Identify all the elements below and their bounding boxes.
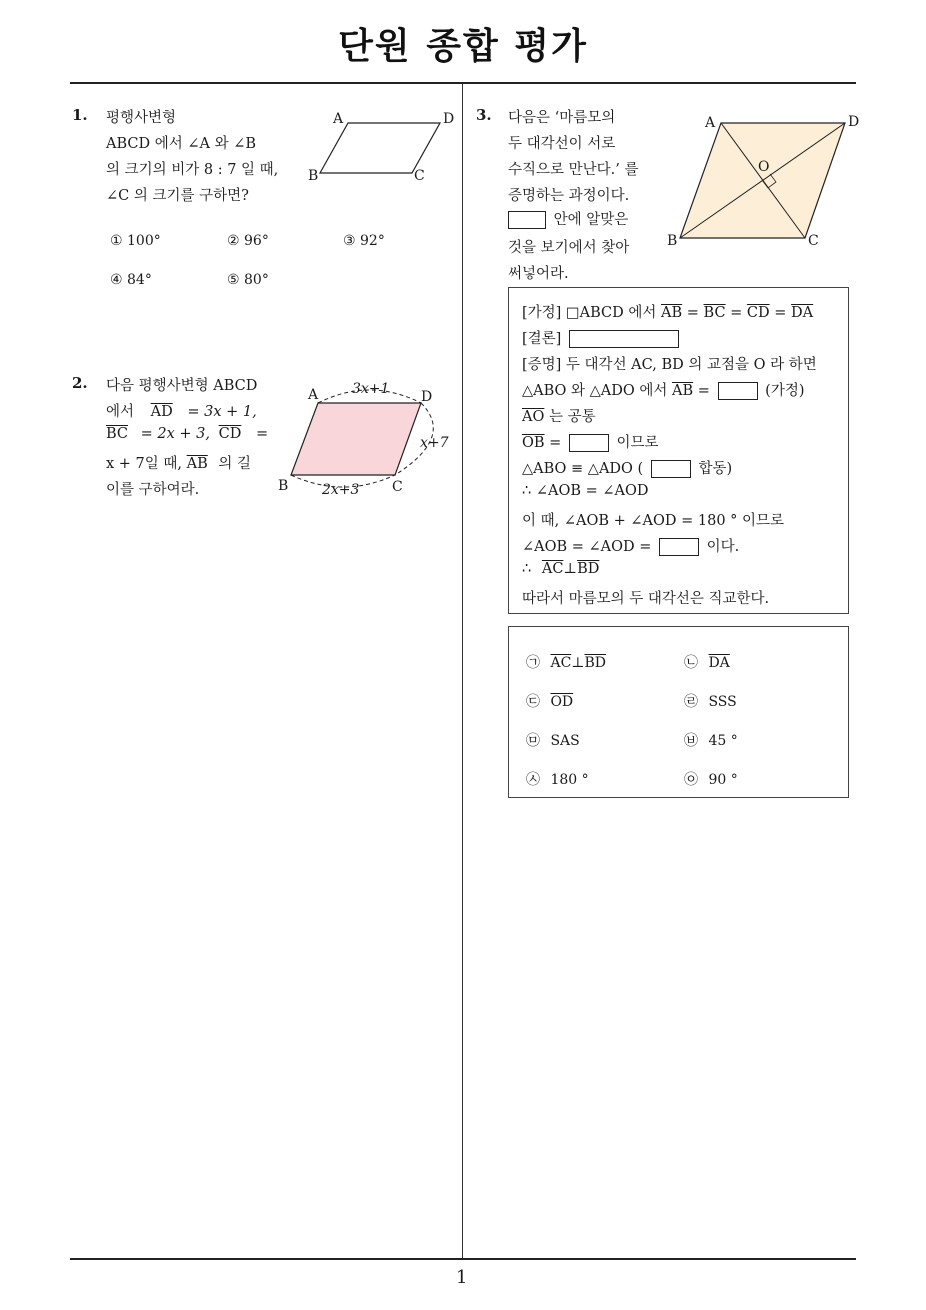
- q2-label-c: C: [392, 479, 403, 495]
- q2-line-5: 이를 구하여라.: [106, 482, 200, 498]
- q3-line-2: 두 대각선이 서로: [508, 136, 616, 152]
- q3-option-2-seg: $\overline{DA}$: [708, 655, 730, 671]
- q1-choice-2[interactable]: ② 96°: [227, 233, 269, 249]
- q2-line-4: [106, 452, 251, 473]
- q3-option-3-seg: $\overline{OD}$: [550, 694, 574, 710]
- q2-label-right: x+7: [420, 435, 449, 451]
- q3-proof-seg-ob: $\overline{OB}$: [522, 435, 545, 451]
- q1-line-1: 평행사변형: [106, 110, 177, 126]
- q2-number: 2.: [72, 374, 88, 392]
- q3-proof-blank-ab[interactable]: [718, 382, 758, 400]
- q2-label-a: A: [308, 387, 319, 403]
- q3-proof-line-1: [522, 301, 813, 322]
- q3-proof-l4-seg-ab: $\overline{AB}$: [672, 383, 694, 399]
- footer-divider: [70, 1258, 856, 1260]
- q3-proof-l2-pre: [결론]: [522, 331, 562, 347]
- q1-number: 1.: [72, 106, 88, 124]
- q3-proof-l4-pre: △ABO 와 △ADO 에서: [522, 383, 668, 399]
- q3-proof-line-3: [증명] 두 대각선 AC, BD 의 교점을 O 라 하면: [522, 357, 817, 373]
- q3-option-4[interactable]: [684, 691, 737, 711]
- q3-option-8-text: 90 °: [708, 772, 738, 788]
- q3-proof-eq-2: =: [730, 305, 743, 321]
- q3-proof-line-11: [522, 561, 599, 577]
- q3-line-4: 증명하는 과정이다.: [508, 188, 630, 204]
- q3-option-7-mark: ㉦: [526, 772, 540, 788]
- q3-proof-l10-pre: ∠AOB = ∠AOD =: [522, 539, 652, 555]
- q3-proof-line-6: [522, 431, 659, 452]
- q3-option-7-text: 180 °: [550, 772, 589, 788]
- q3-proof-therefore: ∴: [522, 561, 532, 577]
- q3-proof-seg-bc: $\overline{BC}$: [703, 305, 726, 321]
- q1-choice-4[interactable]: ④ 84°: [110, 272, 152, 288]
- q2-seg-cd: $\overline{CD}$: [218, 426, 242, 442]
- q3-rhombus-figure: [662, 108, 862, 250]
- q3-proof-seg-ab: $\overline{AB}$: [661, 305, 683, 321]
- q3-number: 3.: [476, 106, 492, 124]
- q3-proof-l7-pre: △ABO ≡ △ADO (: [522, 461, 644, 477]
- q3-label-d: D: [848, 114, 860, 130]
- q3-line-3: 수직으로 만난다.’ 를: [508, 162, 639, 178]
- q1-label-a: A: [333, 111, 344, 127]
- q3-option-7[interactable]: [526, 769, 589, 789]
- q2-label-b: B: [278, 478, 289, 494]
- q3-option-6-mark: ㉥: [684, 733, 698, 749]
- q3-line-7: 써넣어라.: [508, 266, 569, 282]
- q3-proof-line-5: [522, 405, 596, 426]
- q2-seg-ad: $\overline{AD}$: [150, 404, 173, 420]
- q2-line-4-post: 의 길: [218, 456, 251, 472]
- q3-option-8-mark: ㉧: [684, 772, 698, 788]
- q3-proof-l6-post: 이므로: [616, 435, 659, 451]
- q3-blank-box: [508, 211, 546, 229]
- q3-option-2-mark: ㉡: [684, 655, 698, 671]
- q1-parallelogram-figure: [300, 105, 460, 187]
- q3-proof-l1-pre: [가정] □ABCD 에서: [522, 305, 657, 321]
- q2-line-3: [106, 426, 268, 442]
- q3-option-5[interactable]: [526, 730, 580, 750]
- q2-line-4-pre: x + 7일 때,: [106, 456, 183, 472]
- q3-option-4-text: SSS: [708, 694, 737, 710]
- q3-proof-line-4: [522, 379, 804, 400]
- q3-proof-eq-3: =: [774, 305, 787, 321]
- q3-proof-line-9: 이 때, ∠AOB + ∠AOD = 180 ° 이므로: [522, 513, 785, 529]
- q3-proof-line-7: [522, 457, 732, 478]
- q1-label-d: D: [443, 111, 455, 127]
- q2-eq-cd: =: [255, 426, 269, 442]
- q3-label-c: C: [808, 233, 819, 249]
- q3-proof-l5-post: 는 공통: [548, 409, 596, 425]
- q3-proof-line-12: 따라서 마름모의 두 대각선은 직교한다.: [522, 591, 770, 607]
- q1-label-b: B: [308, 168, 319, 184]
- q3-label-a: A: [705, 115, 716, 131]
- q3-proof-line-8: ∴ ∠AOB = ∠AOD: [522, 483, 649, 499]
- q3-option-1[interactable]: [526, 652, 606, 672]
- q2-eq-bc: = 2x + 3,: [140, 426, 211, 442]
- q3-proof-line-2: [522, 327, 682, 348]
- q2-label-d: D: [421, 389, 433, 405]
- q3-option-3[interactable]: [526, 691, 573, 711]
- q3-proof-l6-eq: =: [549, 435, 562, 451]
- q3-proof-seg-ao: $\overline{AO}$: [522, 409, 545, 425]
- q3-proof-blank-angle[interactable]: [659, 538, 699, 556]
- q3-label-b: B: [667, 233, 678, 249]
- q3-proof-seg-da: $\overline{DA}$: [791, 305, 814, 321]
- q1-parallelogram: [320, 123, 440, 173]
- q3-proof-seg-ac: $\overline{AC}$: [541, 561, 564, 577]
- page-number: 1: [456, 1267, 468, 1288]
- q1-choice-3[interactable]: ③ 92°: [343, 233, 385, 249]
- q2-seg-ab: $\overline{AB}$: [186, 456, 208, 472]
- q3-proof-blank-congruence[interactable]: [651, 460, 691, 478]
- q2-line-2-pre: 에서: [106, 404, 135, 420]
- q3-option-1-mark: ㉠: [526, 655, 540, 671]
- q3-proof-line-10: [522, 535, 739, 556]
- q3-proof-perp: ⊥: [563, 561, 578, 577]
- q2-line-2: [106, 400, 257, 421]
- column-divider: [462, 84, 463, 1259]
- q1-label-c: C: [414, 168, 425, 184]
- q3-option-5-mark: ㉤: [526, 733, 540, 749]
- q3-proof-seg-cd: $\overline{CD}$: [746, 305, 770, 321]
- q3-label-o: O: [758, 159, 770, 175]
- q2-label-top: 3x+1: [352, 381, 390, 397]
- q3-proof-blank-ob[interactable]: [569, 434, 609, 452]
- q3-option-1-seg-bd: $\overline{BD}$: [584, 655, 606, 671]
- q3-option-6[interactable]: [684, 730, 738, 750]
- q3-proof-l4-eq: =: [697, 383, 710, 399]
- q3-proof-eq-1: =: [686, 305, 699, 321]
- q1-choice-1[interactable]: ① 100°: [110, 233, 161, 249]
- q3-option-8[interactable]: [684, 769, 738, 789]
- q1-choice-5[interactable]: ⑤ 80°: [227, 272, 269, 288]
- q2-parallelogram: [291, 403, 421, 475]
- q2-parallelogram-figure: [275, 375, 460, 500]
- q1-line-2: ABCD 에서 ∠A 와 ∠B: [106, 136, 256, 152]
- q1-line-3: 의 크기의 비가 8 : 7 일 때,: [106, 162, 279, 178]
- q2-eq-ad: = 3x + 1,: [187, 404, 257, 420]
- q3-option-1-seg-ac: $\overline{AC}$: [550, 655, 572, 671]
- q3-line-6: 것을 보기에서 찾아: [508, 240, 630, 256]
- q3-line-5-post: 안에 알맞은: [553, 212, 629, 228]
- q3-proof-l4-post: (가정): [765, 383, 805, 399]
- q3-line-5: [508, 208, 628, 229]
- q2-line-1: 다음 평행사변형 ABCD: [106, 378, 258, 394]
- q3-line-1: 다음은 ‘마름모의: [508, 110, 616, 126]
- q3-proof-l7-post: 합동): [698, 461, 733, 477]
- q2-seg-bc: $\overline{BC}$: [106, 426, 129, 442]
- q3-proof-seg-bd: $\overline{BD}$: [577, 561, 600, 577]
- q1-line-4: ∠C 의 크기를 구하면?: [106, 188, 249, 204]
- q3-option-1-perp: ⊥: [571, 655, 585, 671]
- q3-option-4-mark: ㉣: [684, 694, 698, 710]
- page-title: 단원 종합 평가: [338, 26, 588, 67]
- q3-option-2[interactable]: [684, 652, 730, 672]
- q3-option-3-mark: ㉢: [526, 694, 540, 710]
- q3-option-6-text: 45 °: [708, 733, 738, 749]
- q2-label-bottom: 2x+3: [322, 482, 360, 498]
- q3-conclusion-blank[interactable]: [569, 330, 679, 348]
- q3-proof-l10-post: 이다.: [706, 539, 740, 555]
- q3-option-5-text: SAS: [550, 733, 580, 749]
